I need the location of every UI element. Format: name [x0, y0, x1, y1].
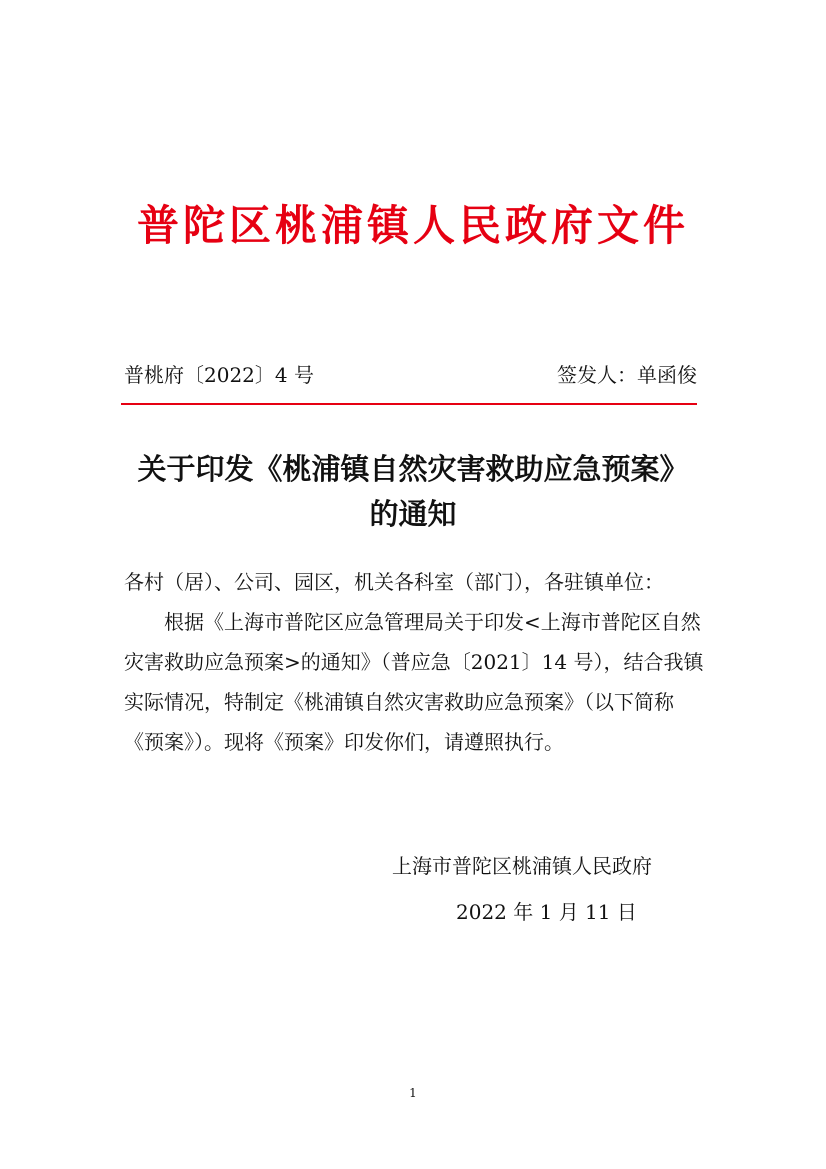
signer: 签发人：单函俊	[557, 363, 697, 387]
salutation: 各村（居）、公司、园区，机关各科室（部门），各驻镇单位：	[124, 570, 664, 594]
document-header-title: 普陀区桃浦镇人民政府文件	[136, 201, 689, 250]
notice-title	[110, 447, 716, 537]
red-divider-line	[121, 403, 697, 405]
page-number: 1	[409, 1086, 417, 1100]
notice-title-line-1: 关于印发《桃浦镇自然灾害救助应急预案》	[137, 452, 689, 486]
signing-organization: 上海市普陀区桃浦镇人民政府	[392, 854, 652, 878]
document-number: 普桃府〔2022〕4 号	[124, 363, 314, 387]
signing-date: 2022 年 1 月 11 日	[456, 900, 637, 924]
notice-title-line-2: 的通知	[369, 497, 457, 531]
body-paragraph: 根据《上海市普陀区应急管理局关于印发<上海市普陀区自然灾害救助应急预案>的通知》（普应急〔2021〕14 号），结合我镇实际情况，特制定《桃浦镇自然灾害救助应急预案》（以下简称《预案》）。现将《预案》印发你们，请遵照执行。	[124, 610, 704, 754]
notice-body	[124, 562, 704, 762]
